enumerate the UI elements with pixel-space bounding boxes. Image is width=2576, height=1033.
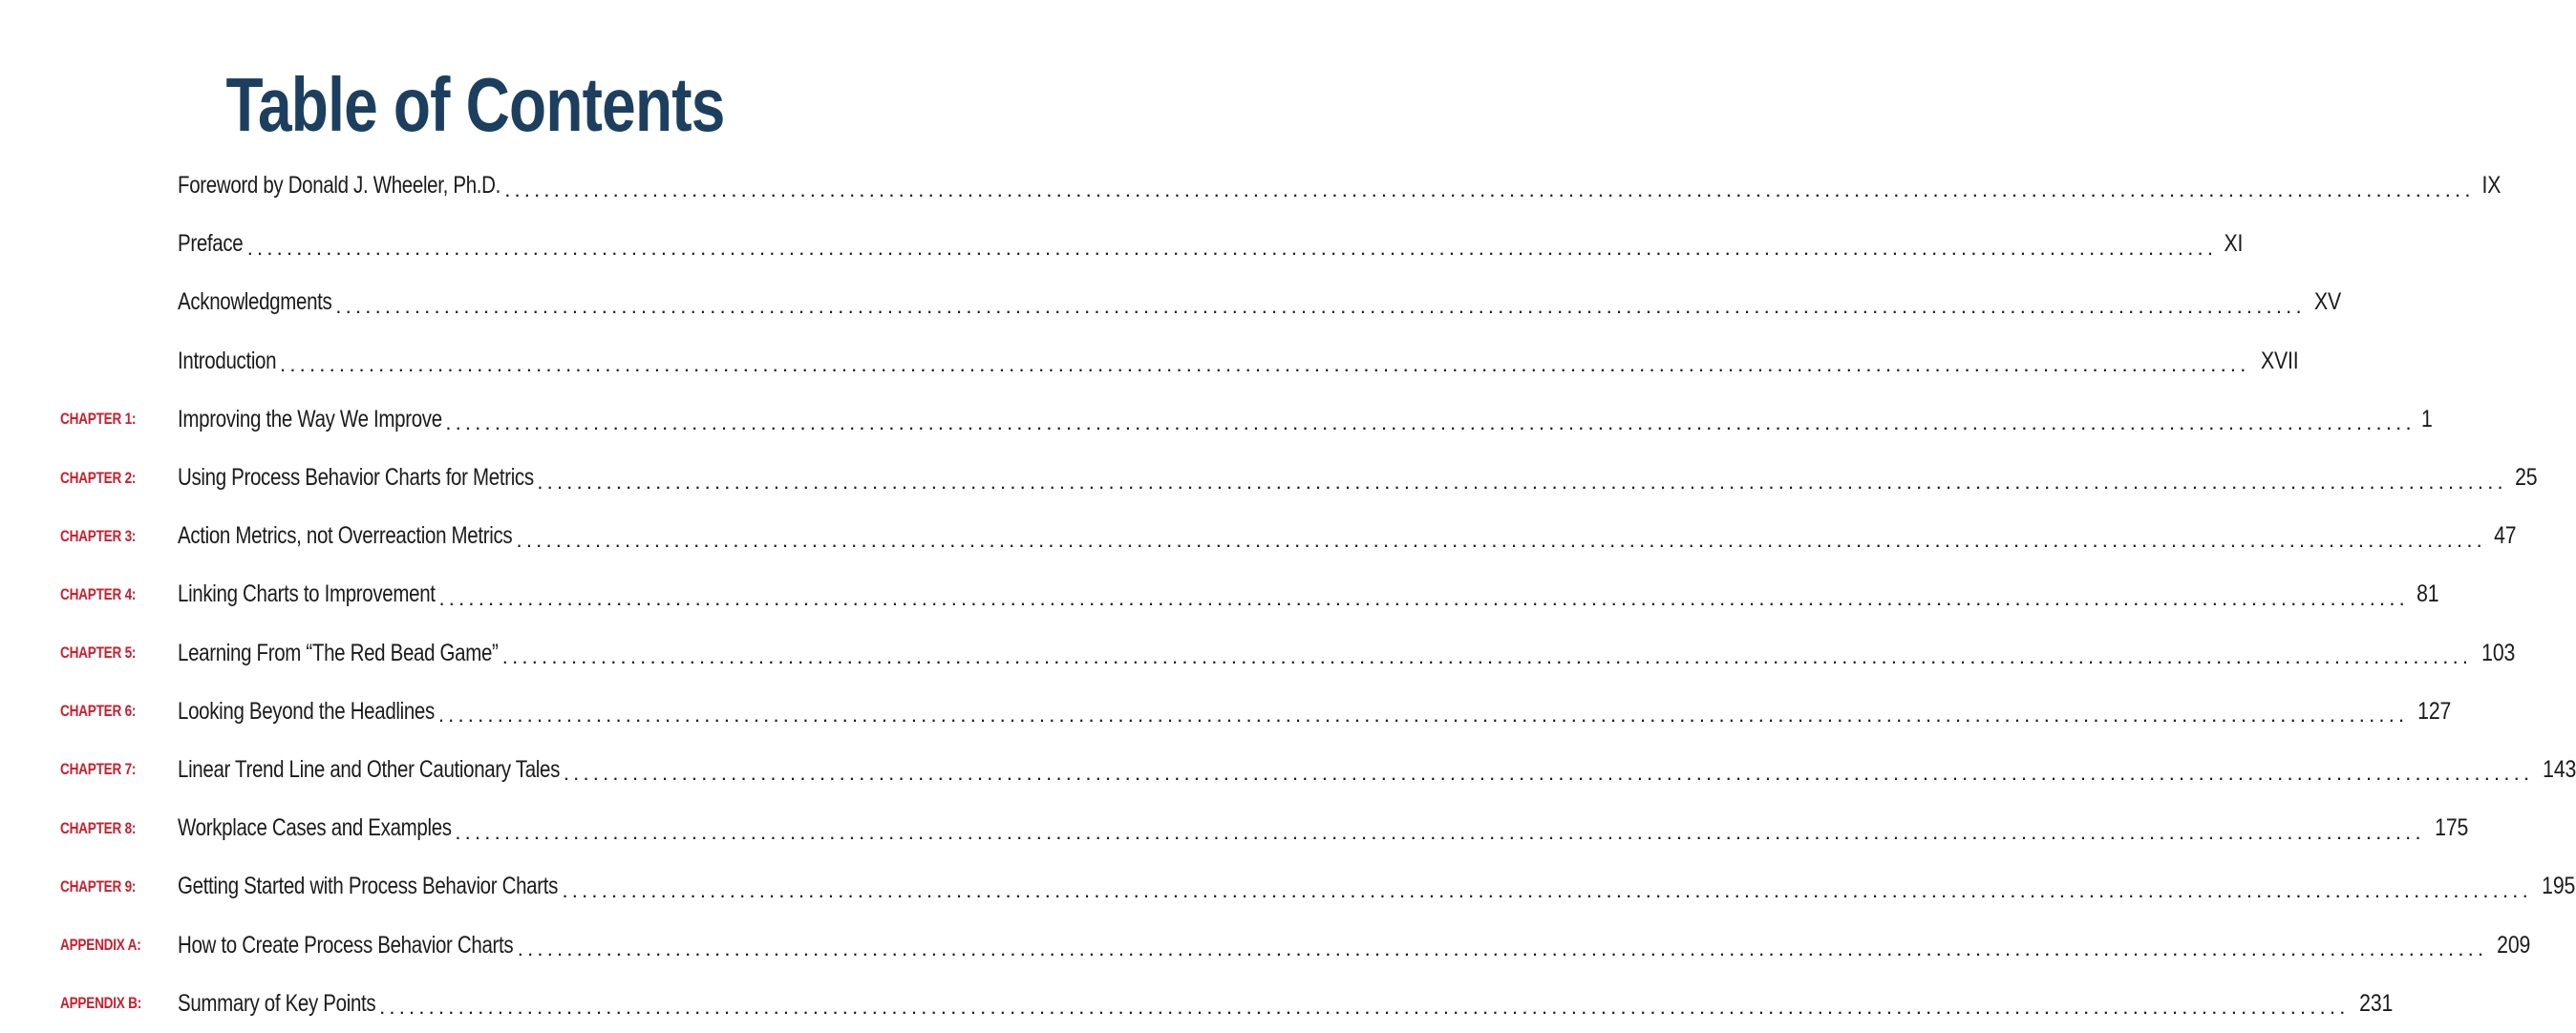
dot-leader: ........................................................................................................................................................................................................: [335, 293, 2306, 318]
dot-leader: ........................................................................................................................................................................................................: [280, 352, 2250, 377]
dot-leader: ........................................................................................................................................................................................................: [501, 644, 2473, 669]
toc-entry-page: 127: [2417, 697, 2452, 725]
toc-entry-introduction[interactable]: [0, 332, 2298, 390]
toc-entry-title: Workplace Cases and Examples: [178, 814, 452, 842]
toc-entry-chapter-8[interactable]: [0, 799, 2468, 857]
dot-leader: ........................................................................................................................................................................................................: [438, 585, 2409, 610]
toc-entry-title: Getting Started with Process Behavior Charts: [178, 873, 559, 900]
toc-entry-title: Preface: [178, 230, 244, 258]
toc-entry-page: XI: [2224, 230, 2244, 258]
toc-entry-label: CHAPTER 8:: [60, 818, 137, 837]
toc-entry-page: 47: [2494, 522, 2517, 550]
dot-leader: ........................................................................................................................................................................................................: [379, 995, 2350, 1020]
toc-entry-chapter-4[interactable]: [0, 565, 2439, 623]
toc-entry-title: Acknowledgments: [178, 288, 332, 316]
dot-leader: ........................................................................................................................................................................................................: [246, 235, 2218, 260]
dot-leader: ........................................................................................................................................................................................................: [563, 761, 2534, 786]
dot-leader: ........................................................................................................................................................................................................: [455, 819, 2425, 844]
toc-entry-title: How to Create Process Behavior Charts: [178, 931, 514, 959]
toc-entry-page: IX: [2481, 172, 2501, 200]
toc-entry-label: CHAPTER 2:: [60, 468, 137, 487]
toc-entry-title: Introduction: [178, 347, 277, 374]
toc-entry-page: 81: [2416, 580, 2439, 608]
toc-entry-preface[interactable]: [0, 215, 2244, 273]
toc-entry-title: Learning From “The Red Bead Game”: [178, 639, 499, 666]
toc-entry-chapter-1[interactable]: [0, 390, 2433, 449]
toc-entry-label: APPENDIX B:: [60, 994, 142, 1013]
page-title: Table of Contents: [225, 61, 725, 147]
toc-entry-page: 209: [2497, 931, 2531, 959]
dot-leader: ........................................................................................................................................................................................................: [504, 177, 2475, 201]
toc-entry-chapter-9[interactable]: [0, 857, 2576, 916]
toc-entry-label: CHAPTER 1:: [60, 410, 137, 429]
toc-entry-chapter-5[interactable]: [0, 624, 2516, 683]
toc-entry-chapter-7[interactable]: [0, 741, 2576, 799]
dot-leader: ........................................................................................................................................................................................................: [437, 703, 2409, 727]
dot-leader: ........................................................................................................................................................................................................: [537, 469, 2507, 494]
toc-entry-appendix-b[interactable]: [0, 975, 2393, 1033]
toc-entry-label: CHAPTER 5:: [60, 643, 137, 663]
toc-entry-chapter-2[interactable]: [0, 449, 2538, 507]
toc-entry-page: 143: [2543, 755, 2576, 783]
dot-leader: ........................................................................................................................................................................................................: [517, 937, 2488, 961]
toc-entry-page: XV: [2313, 288, 2341, 316]
toc-entry-page: 231: [2358, 989, 2393, 1017]
toc-entry-page: 25: [2514, 464, 2538, 492]
toc-entry-acknowledgments[interactable]: [0, 273, 2341, 331]
toc-entry-title: Action Metrics, not Overreaction Metrics: [178, 522, 513, 550]
toc-entry-label: CHAPTER 6:: [60, 702, 137, 721]
toc-entry-title: Summary of Key Points: [178, 989, 376, 1017]
toc-entry-label: CHAPTER 7:: [60, 760, 137, 779]
toc-entry-label: CHAPTER 9:: [60, 876, 137, 896]
toc-entry-label: CHAPTER 3:: [60, 526, 137, 545]
toc-entry-page: 195: [2542, 873, 2576, 900]
dot-leader: ........................................................................................................................................................................................................: [445, 411, 2416, 435]
toc-list: [0, 157, 2576, 1033]
toc-entry-page: 1: [2420, 405, 2433, 432]
toc-entry-title: Improving the Way We Improve: [178, 405, 442, 432]
toc-entry-chapter-6[interactable]: [0, 683, 2452, 741]
toc-entry-page: 175: [2434, 814, 2468, 842]
toc-entry-label: CHAPTER 4:: [60, 584, 137, 603]
dot-leader: ........................................................................................................................................................................................................: [516, 527, 2486, 552]
toc-entry-appendix-a[interactable]: [0, 916, 2531, 974]
toc-entry-page: XVII: [2260, 347, 2298, 374]
toc-entry-foreword[interactable]: [0, 157, 2501, 215]
toc-entry-page: 103: [2481, 639, 2516, 666]
toc-entry-chapter-3[interactable]: [0, 507, 2517, 565]
toc-entry-title: Looking Beyond the Headlines: [178, 697, 435, 725]
toc-entry-title: Linear Trend Line and Other Cautionary Tales: [178, 755, 561, 783]
dot-leader: ........................................................................................................................................................................................................: [562, 877, 2532, 902]
toc-entry-label: APPENDIX A:: [60, 936, 141, 955]
toc-entry-title: Linking Charts to Improvement: [178, 580, 436, 608]
toc-entry-title: Using Process Behavior Charts for Metrics: [178, 464, 534, 492]
toc-entry-title: Foreword by Donald J. Wheeler, Ph.D.: [178, 172, 500, 200]
